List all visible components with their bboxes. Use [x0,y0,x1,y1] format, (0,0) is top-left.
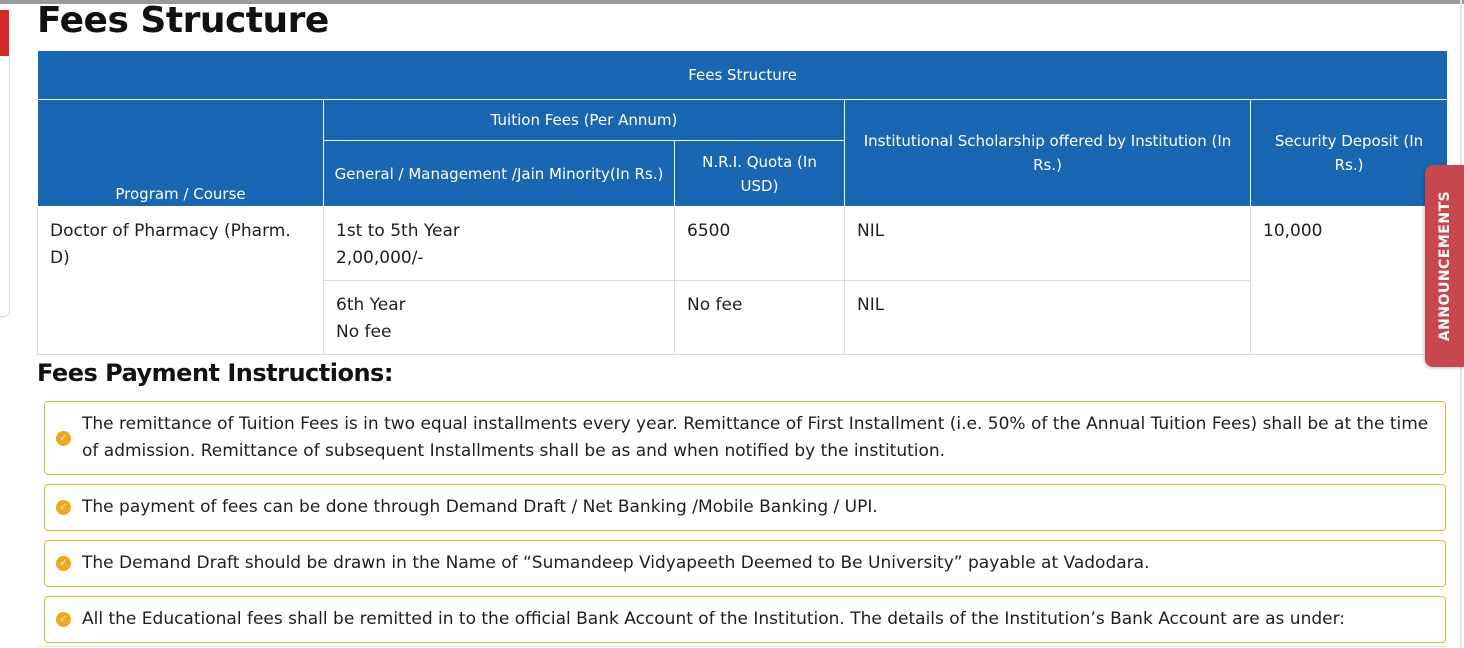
cell-scholarship: NIL [845,207,1251,281]
cell-scholarship: NIL [845,281,1251,355]
header-program: Program / Course [38,100,324,207]
cell-fee: No fee [336,322,392,342]
instructions-heading: Fees Payment Instructions: [37,359,393,387]
check-circle-icon: ✓ [56,612,71,627]
instruction-text: The Demand Draft should be drawn in the Name of “Sumandeep Vidyapeeth Deemed to Be University” payable at Vadodara. [82,553,1150,573]
left-sidebar-card [0,56,10,317]
section-divider [37,646,1447,647]
instruction-item [44,484,1446,531]
cell-general-fee [324,207,675,281]
cell-nri: 6500 [675,207,845,281]
instruction-text: The remittance of Tuition Fees is in two equal installments every year. Remittance of First Installment (i.e. 50% of the Annual Tuition Fees) shall be at the time of admission. Remittance of subsequent Installments shall be as and when notified by the institution. [82,414,1429,461]
fees-table [37,50,1448,355]
cell-year: 1st to 5th Year [336,221,460,241]
instruction-item [44,596,1446,643]
instruction-item [44,401,1446,475]
cell-general-fee [324,281,675,355]
instruction-text: All the Educational fees shall be remitted in to the official Bank Account of the Institution. The details of the Institution’s Bank Account are as under: [82,609,1346,629]
header-tuition-group: Tuition Fees (Per Annum) [324,100,845,141]
header-security-deposit: Security Deposit (In Rs.) [1251,100,1448,207]
header-nri: N.R.I. Quota (In USD) [675,141,845,207]
check-circle-icon: ✓ [56,431,71,446]
cell-fee: 2,00,000/- [336,248,424,268]
cell-nri: No fee [675,281,845,355]
cell-program: Doctor of Pharmacy (Pharm. D) [38,207,324,355]
check-circle-icon: ✓ [56,500,71,515]
check-circle-icon: ✓ [56,556,71,571]
left-accent-bar [0,10,9,56]
header-general: General / Management /Jain Minority(In Rs.) [324,141,675,207]
instruction-text: The payment of fees can be done through Demand Draft / Net Banking /Mobile Banking / UPI. [82,497,878,517]
announcements-tab[interactable] [1425,165,1464,367]
header-scholarship: Institutional Scholarship offered by Institution (In Rs.) [845,100,1251,207]
page-title: Fees Structure [37,0,329,41]
instruction-item [44,540,1446,587]
table-row [38,207,1448,281]
table-caption: Fees Structure [38,51,1448,100]
cell-year: 6th Year [336,295,406,315]
cell-security-deposit: 10,000 [1251,207,1448,355]
announcements-label: ANNOUNCEMENTS [1436,190,1453,342]
